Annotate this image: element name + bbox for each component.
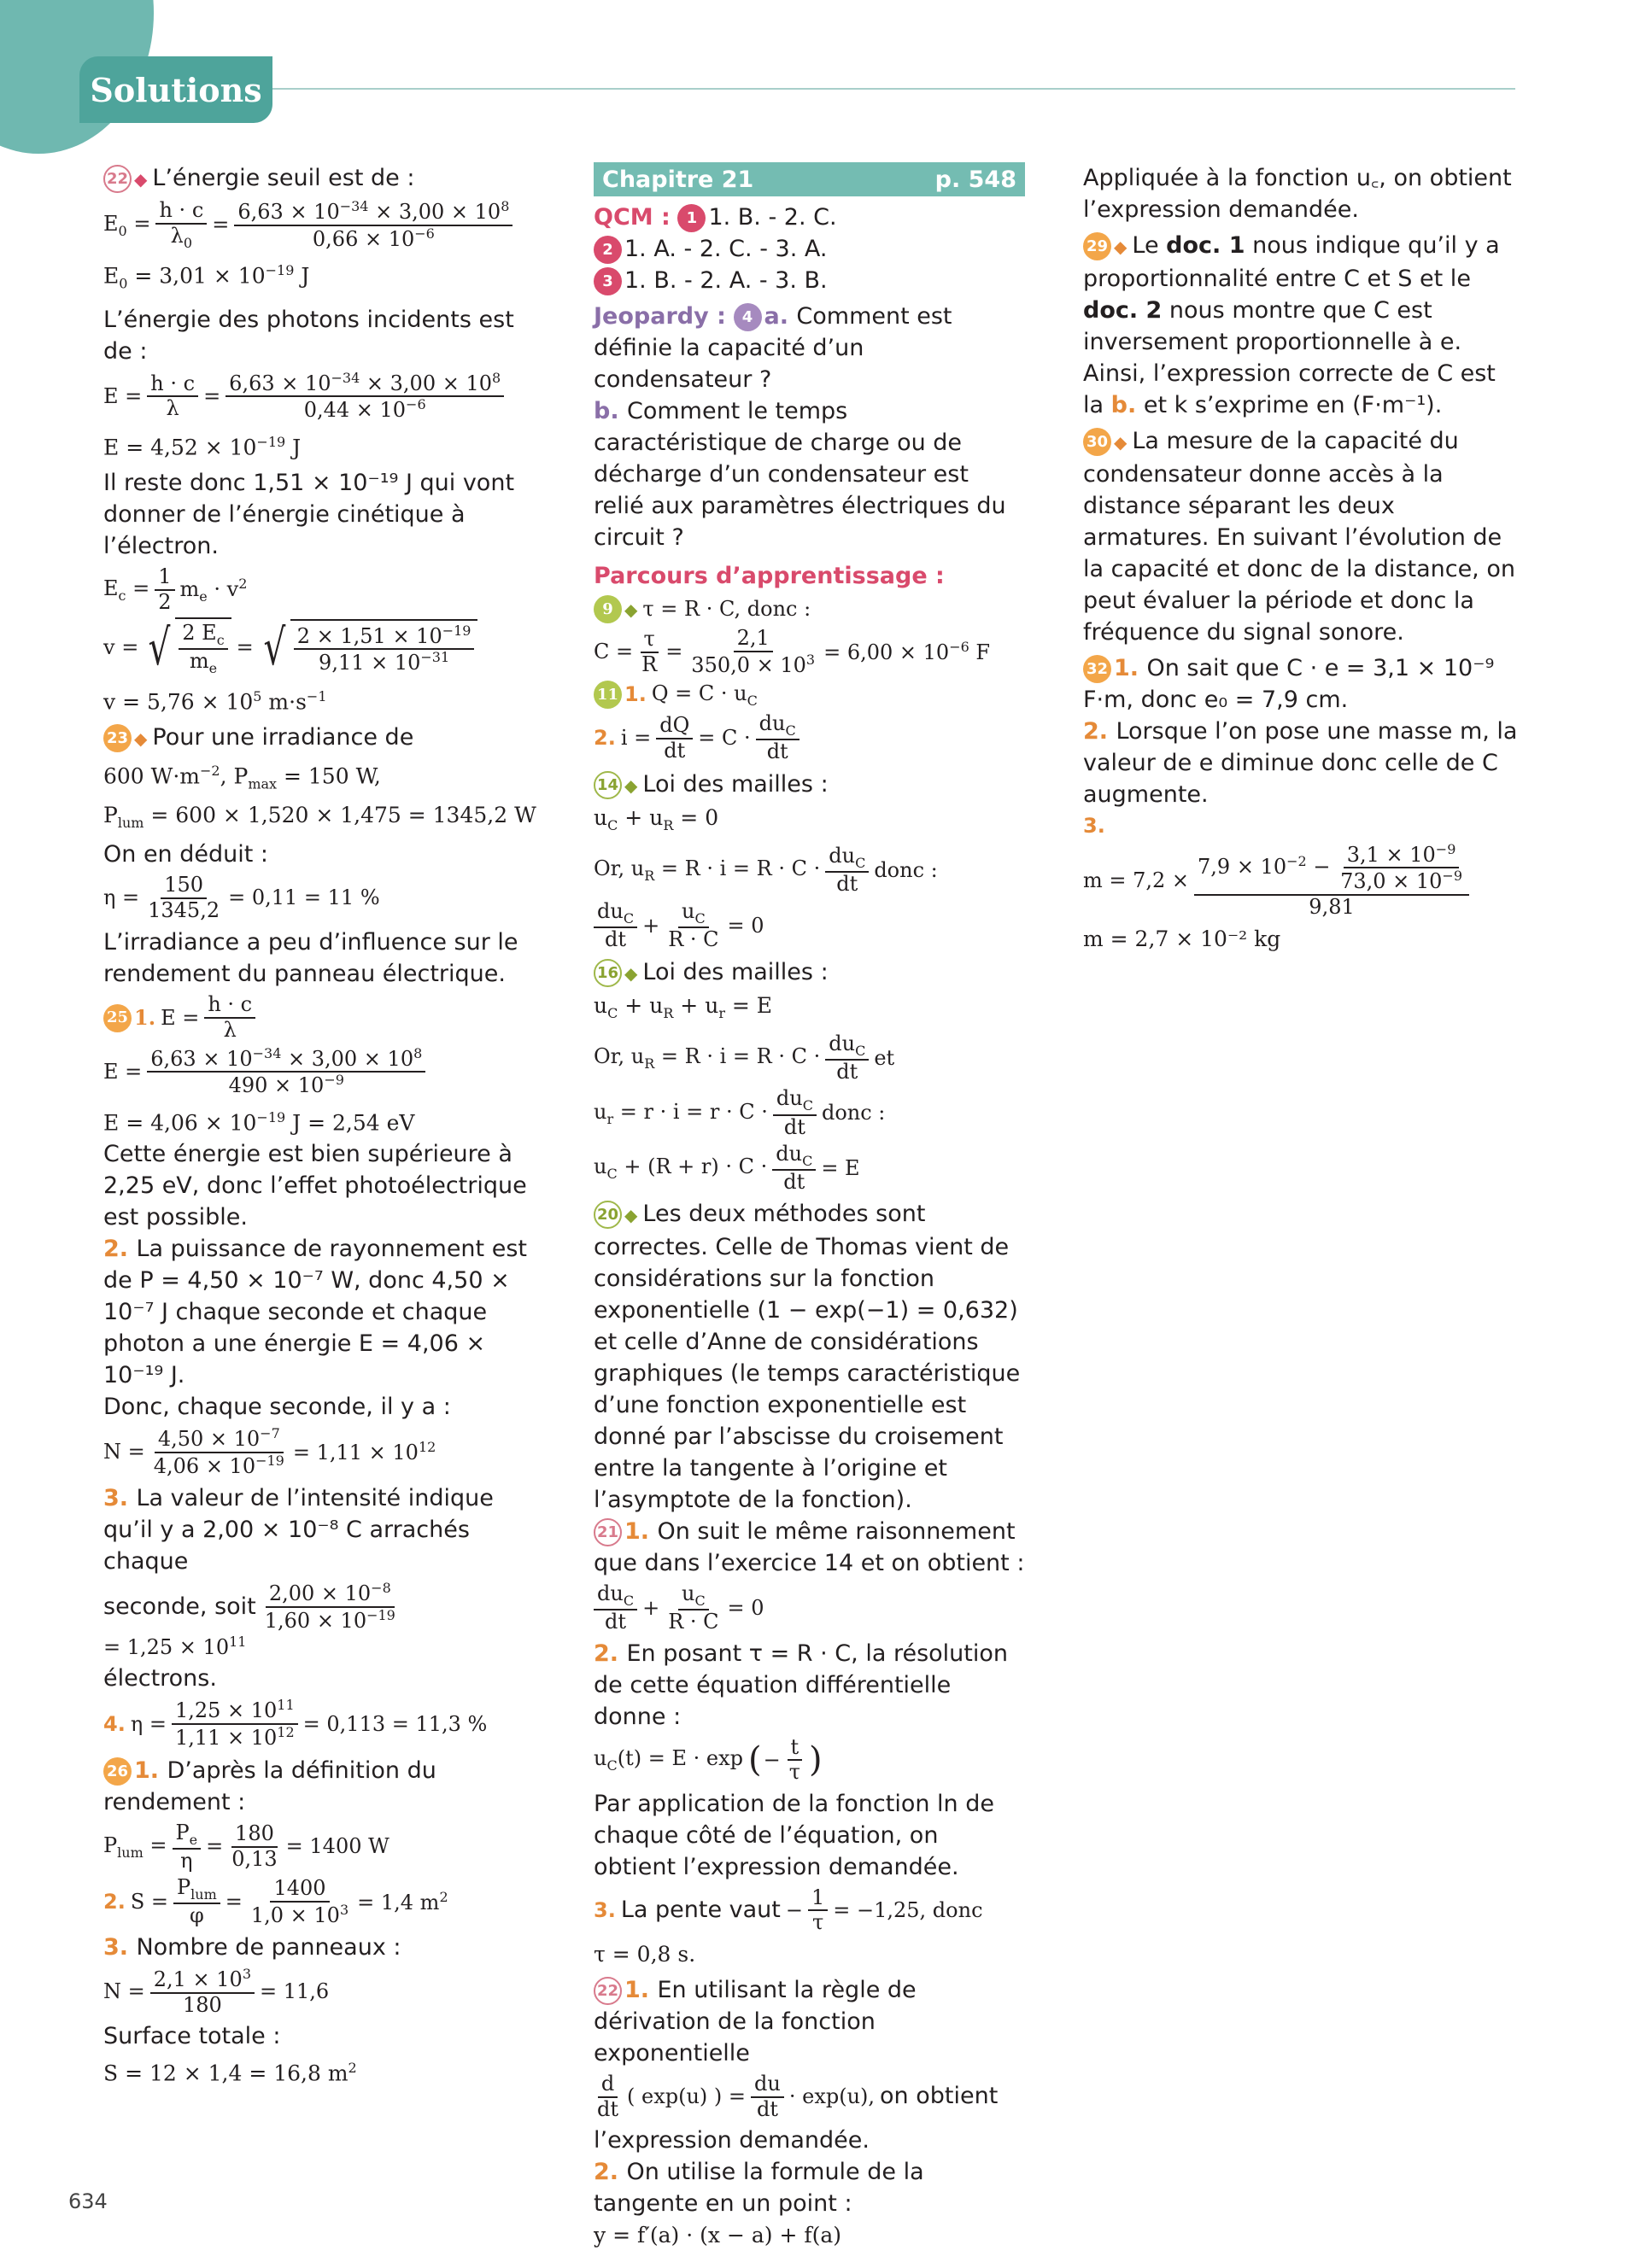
formula-plum: $P_{lum}$ = $\frac{P_e}{\eta}$ = $\frac{180}{0,13}$ = 1400 W: [103, 1820, 390, 1873]
ex25-eta: 4. η = $\frac{1,25 \times 10^{11}}{1,11 \times 10^{12}}$ = 0,113 = 11,3 %: [103, 1697, 488, 1750]
ex32-formula: 3.: [1083, 814, 1105, 838]
exercise-number: 9: [594, 595, 622, 623]
formula-e: E = $\frac{h \cdot c}{\lambda}$ = $\frac{6,63 \times 10^{-34} \times 3,00 \times 10^8}{0,44 \times 10^{-6}}$: [103, 371, 548, 423]
ex14-eq3: $du_C$ dt + $\frac{u_C}{R \cdot C}$ = 0: [594, 900, 1025, 952]
exercise-number: 25: [103, 1004, 132, 1032]
ex22b-eq: d dt ( exp(u) ) = $\frac{du}{dt}$ · exp(u), on obtient: [597, 2072, 999, 2121]
ex16-intro: 16 ◆ Loi des mailles :: [594, 956, 1025, 990]
ex23-conclusion: L’irradiance a peu d’influence sur le rendement du panneau électrique.: [103, 929, 518, 988]
bullet-icon: ◆: [624, 1204, 638, 1225]
ex21-eq2: $u_C(t) = E \cdot \exp$ ( − $\frac{t}{\tau}$ ): [594, 1734, 823, 1785]
column-1: [103, 162, 548, 2090]
formula-v: v = √ $\frac{2 E_c}{m_e}$ = √ $\frac{2 \times 1,51 \times 10^{-19}}{9,11 \times 10^{-31}}$: [103, 617, 548, 676]
ex32-p1: 32 1. On sait que C · e = 3,1 × 10⁻⁹ F·m, donc e₀ = 7,9 cm.: [1083, 655, 1495, 713]
ex11-line-1: 11 1. $Q = C \cdot u_C$: [594, 681, 1025, 709]
ex16-eq1: $u_C + u_R + u_r = E$: [594, 992, 773, 1021]
formula-eta: η = $\frac{150}{1345,2}$ = 0,11 = 11 %: [103, 873, 380, 922]
ex22-intro: 22 ◆ L’énergie seuil est de :: [103, 162, 548, 196]
exercise-number: 14: [594, 771, 622, 799]
qcm-number: 1: [677, 204, 706, 232]
ex26-p3: 3. Nombre de panneaux :: [103, 1934, 401, 1961]
ex11-line-2: 2. i = $\frac{dQ}{dt}$ = C · $du_C$ dt: [594, 712, 1025, 764]
ex22b-formula: y = f′(a) · (x − a) + f(a): [594, 2223, 842, 2248]
ex22-incident: L’énergie des photons incidents est de :: [103, 306, 514, 365]
ex16-eq2: Or, $u_R = R \cdot i = R \cdot C$ · $du_C$ dt et: [594, 1031, 895, 1084]
ex25-result: $E = 4,06 \times 10^{-19}$ J = 2,54 eV: [103, 1108, 415, 1136]
bullet-icon: ◆: [134, 728, 148, 749]
exercise-number: 26: [103, 1757, 132, 1786]
formula-e0: $E_0$ = $\frac{h \cdot c}{\lambda_0}$ = $\frac{6,63 \times 10^{-34} \times 3,00 \times 10^8}{0,66 \times 10^{-6}}$: [103, 199, 548, 251]
bullet-icon: ◆: [1114, 432, 1128, 453]
qcm-line-3: 3 1. B. - 2. A. - 3. B.: [594, 265, 1025, 296]
exercise-number: 16: [594, 959, 622, 987]
ex25-p1: Cette énergie est bien supérieure à 2,25 eV, donc l’effet photoélectrique est possible.: [103, 1141, 527, 1231]
ex9-line: 9 ◆ τ = R · C, donc :: [594, 595, 1025, 623]
jeopardy-a: Jeopardy : 4 a. Comment est définie la capacité d’un condensateur ?: [594, 303, 952, 393]
exercise-number: 32: [1083, 655, 1111, 683]
parcours-heading: Parcours d’apprentissage :: [594, 563, 945, 589]
jeopardy-b: b. Comment le temps caractéristique de charge ou de décharge d’un condensateur est relié aux paramètres électriques du circuit ?: [594, 398, 1006, 551]
ex22b-p1: 22 1. En utilisant la règle de dérivation de la fonction exponentielle: [594, 1977, 917, 2067]
ex21-p2: 2. En posant τ = R · C, la résolution de cette équation différentielle donne :: [594, 1640, 1008, 1730]
ex21-p3: 3. La pente vaut − $\frac{1}{\tau}$ = −1,25, donc: [594, 1885, 983, 1935]
chapter-header: [594, 162, 1025, 196]
exercise-number: 29: [1083, 232, 1111, 260]
ex25-p2: 2. La puissance de rayonnement est de P = 4,50 × 10⁻⁷ W, donc 4,50 × 10⁻⁷ J chaque seconde et chaque photon a une énergie E = 4,06 × 10⁻¹⁹ J.: [103, 1236, 527, 1389]
col3-intro: Appliquée à la fonction u꜀, on obtient l’expression demandée.: [1083, 165, 1512, 223]
exercise-number: 20: [594, 1201, 622, 1229]
exercise-number: 23: [103, 724, 132, 752]
qcm-number: 3: [594, 267, 622, 295]
exercise-number: 11: [594, 681, 622, 709]
bullet-icon: ◆: [624, 599, 638, 620]
formula-s: 2. S = $P_{lum}$ φ = $\frac{1400}{1,0 \times 10^3}$ = 1,4 $m^2$: [103, 1875, 448, 1928]
ex14-eq1: $u_C + u_R = 0$: [594, 804, 719, 833]
exercise-number: 22: [103, 165, 132, 193]
ex14-eq2: Or, $u_R = R \cdot i = R \cdot C$ · $du_C$ dt donc :: [594, 843, 938, 897]
ex23-values: 600 $W\cdot m^{-2}$, $P_{max} = 150$ W,: [103, 762, 381, 792]
formula-ec: $E_c$ = $\frac{1}{2}$ $m_e \cdot v^2$: [103, 564, 248, 614]
page-number: 634: [68, 2189, 108, 2213]
bullet-icon: ◆: [624, 962, 638, 984]
ex25-p3: 3. La valeur de l’intensité indique qu’il y a 2,00 × 10⁻⁸ C arrachés chaque: [103, 1485, 494, 1575]
exercise-number: 30: [1083, 428, 1111, 456]
ex26-p1: 26 1. D’après la définition du rendement :: [103, 1757, 436, 1815]
qcm-line-1: QCM : 1 1. B. - 2. C.: [594, 204, 837, 231]
ex20-text: 20 ◆ Les deux méthodes sont correctes. Celle de Thomas vient de considérations sur la fonction exponentielle (1 − exp(−1) = 0,632) et celle d’Anne de considérations graphiques (le temps caractéristique d’une fonction exponentielle est donné par l’abscisse du croisement entre la tangente à l’origine et l’asymptote de la fonction).: [594, 1200, 1021, 1513]
qcm-number: 2: [594, 236, 622, 264]
chapter-page: p. 548: [934, 166, 1016, 193]
ex14-intro: 14 ◆ Loi des mailles :: [594, 769, 1025, 802]
ex25-p3c: électrons.: [103, 1665, 217, 1692]
ex25-formula-2: E = $\frac{6,63 \times 10^{-34} \times 3,00 \times 10^8}{490 \times 10^{-9}}$: [103, 1046, 548, 1098]
ex25-p2b: Donc, chaque seconde, il y a :: [103, 1394, 451, 1421]
ex32-p2: 2. Lorsque l’on pose une masse m, la valeur de e diminue donc celle de C augmente.: [1083, 718, 1518, 808]
ex21-p3b: τ = 0,8 s.: [594, 1942, 696, 1967]
ex23-plum: $P_{lum} = 600 \times 1,520 \times 1,475 = 1345,2$ W: [103, 803, 536, 832]
jeopardy-number: 4: [734, 303, 762, 331]
ex29-text: 29 ◆ Le doc. 1 nous indique qu’il y a proportionnalité entre C et S et le doc. 2 nous montre que C est inversement proportionnelle à e. Ainsi, l’expression correcte de C est la b. et k s’exprime en (F·m⁻¹).: [1083, 232, 1500, 418]
exercise-number: 22: [594, 1977, 622, 2005]
exercise-number: 21: [594, 1518, 622, 1546]
result-v: $v = 5,76 \times 10^5$ $m\cdot s^{-1}$: [103, 687, 327, 714]
bullet-icon: ◆: [1114, 237, 1128, 257]
ex25-formula-1: 25 1. E = $\frac{h \cdot c}{\lambda}$: [103, 993, 548, 1042]
bullet-icon: ◆: [134, 169, 148, 190]
column-2: [594, 162, 1025, 2251]
ex25-p3-formula: seconde, soit $\frac{2,00 \times 10^{-8}}{1,60 \times 10^{-19}}$ = $1,25 \times 10^{11}$: [103, 1580, 395, 1659]
ex23-intro: 23 ◆ Pour une irradiance de: [103, 722, 548, 755]
ex21-p2b: Par application de la fonction ln de chaque côté de l’équation, on obtient l’expression demandée.: [594, 1790, 995, 1880]
result-e0: $E_0 = 3,01 \times 10^{-19}$ J: [103, 262, 310, 292]
ex16-eq4: $u_C + (R + r) \cdot C$ · $du_C$ dt = E: [594, 1142, 860, 1195]
bullet-icon: ◆: [624, 775, 638, 796]
ex30-text: 30 ◆ La mesure de la capacité du condensateur donne accès à la distance séparant les deux armatures. En suivant l’évolution de la capacité et donc de la distance, on peut évaluer la période et donc la fréquence du signal sonore.: [1083, 428, 1515, 646]
ex21-eq1: $du_C$ dt + $\frac{u_C}{R \cdot C}$ = 0: [594, 1582, 1025, 1634]
ex23-deduce: On en déduit :: [103, 841, 269, 868]
ex21-p1: 21 1. On suit le même raisonnement que dans l’exercice 14 et on obtient :: [594, 1517, 1025, 1576]
formula-n: N = $\frac{4,50 \times 10^{-7}}{4,06 \times 10^{-19}}$ = $1,11 \times 10^{12}$: [103, 1425, 436, 1478]
ex26-surface-result: S = 12 × 1,4 = 16,8 $m^2$: [103, 2060, 357, 2086]
ex22b-p2: 2. On utilise la formule de la tangente en un point :: [594, 2159, 924, 2218]
ex16-eq3: $u_r = r \cdot i = r \cdot C$ · $du_C$ dt donc :: [594, 1086, 886, 1139]
chapter-title: Chapitre 21: [602, 166, 754, 193]
ex22b-p1b: l’expression demandée.: [594, 2127, 870, 2154]
formula-panels: N = $\frac{2,1 \times 10^3}{180}$ = 11,6: [103, 1966, 330, 2017]
qcm-line-2: 2 1. A. - 2. C. - 3. A.: [594, 233, 1025, 265]
column-3: [1083, 162, 1519, 955]
ex32-result: m = 2,7 × 10⁻² kg: [1083, 926, 1281, 951]
page-title: Solutions: [79, 56, 272, 123]
header-rule: [272, 88, 1515, 90]
result-e: $E = 4,52 \times 10^{-19}$ J: [103, 433, 302, 460]
ex22-rest: Il reste donc 1,51 × 10⁻¹⁹ J qui vont donner de l’énergie cinétique à l’électron.: [103, 470, 515, 560]
ex32-formula-2: m = 7,2 × $7,9 \times 10^{-2}$ − $\frac{3,1 \times 10^{-9}}{73,0 \times 10^{-9}}$ 9,81: [1083, 842, 1519, 920]
ex9-formula: C = $\frac{\tau}{R}$ = $\frac{2,1}{350,0 \times 10^3}$ = $6,00 \times 10^{-6}$ F: [594, 626, 991, 677]
ex26-surface: Surface totale :: [103, 2023, 281, 2050]
